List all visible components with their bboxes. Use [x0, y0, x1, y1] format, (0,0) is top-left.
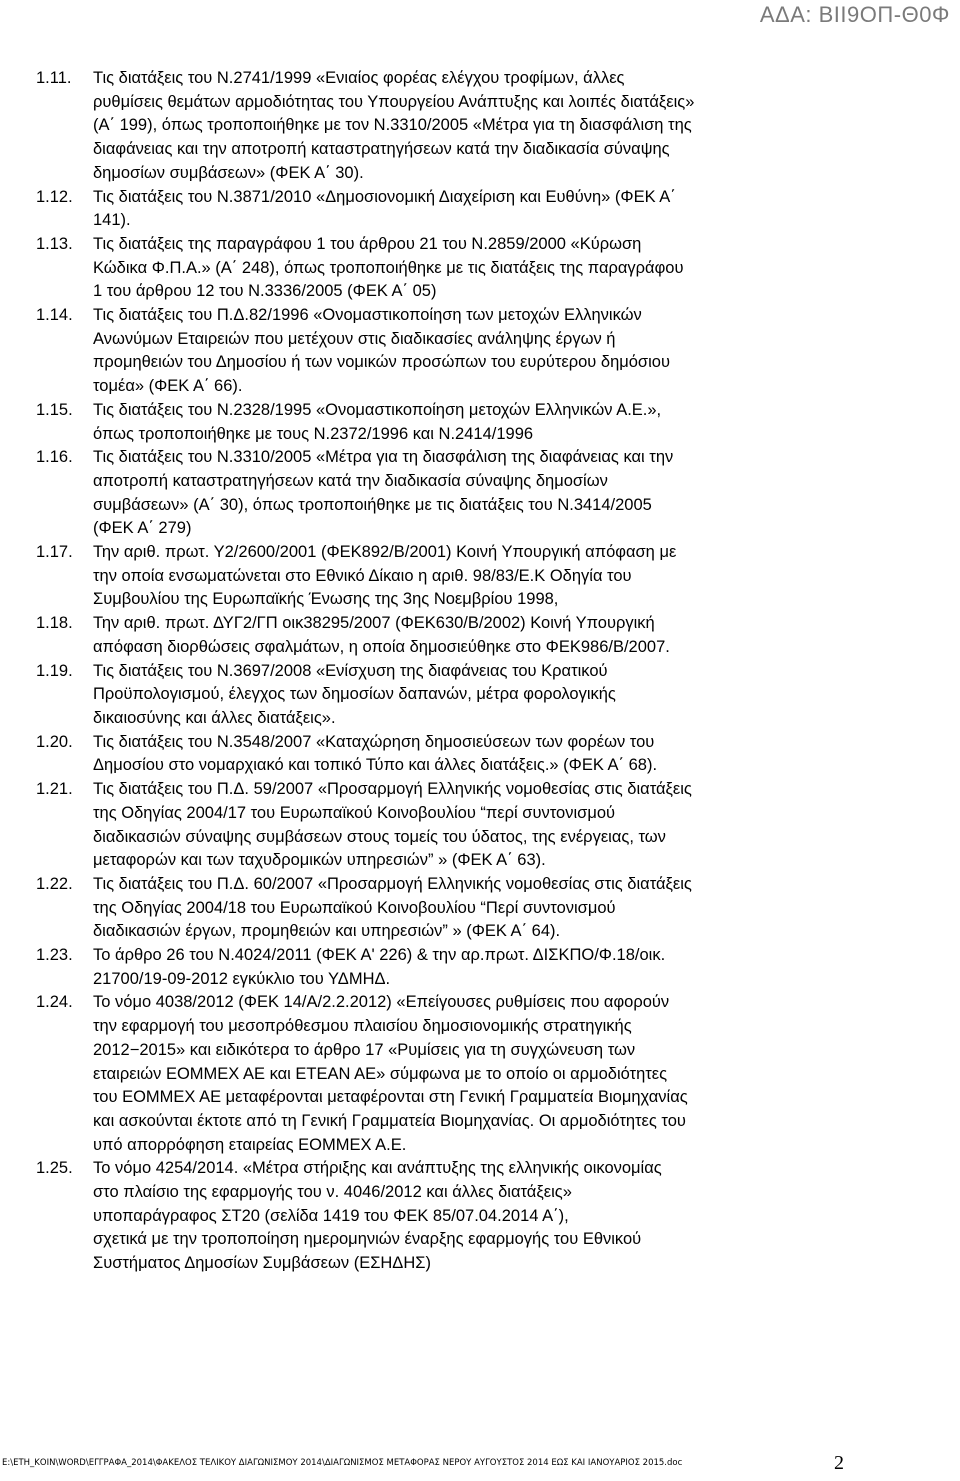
text-line: Τις διατάξεις του Ν.3310/2005 «Μέτρα για τη διασφάλιση της διαφάνειας και την [93, 448, 674, 467]
text-line: της Οδηγίας 2004/17 του Ευρωπαϊκού Κοινοβουλίου “περί συντονισμού [93, 803, 616, 822]
list-item [36, 660, 854, 731]
document-file-path: E:\ΕΤΗ_ΚΟΙΝ\WORD\ΕΓΓΡΑΦΑ_2014\ΦΑΚΕΛΟΣ ΤΕΛΙΚΟΥ ΔΙΑΓΩΝΙΣΜΟΥ 2014\ΔΙΑΓΩΝΙΣΜΟΣ ΜΕΤΑΦΟΡΑΣ ΝΕΡΟΥ ΑΥΓΟΥΣΤΟΣ 2014 ΕΩΣ ΚΑΙ ΙΑΝΟΥΑΡΙΟΣ 2015.doc [2, 1458, 683, 1468]
text-line: Το νόμο 4038/2012 (ΦΕΚ 14/Α/2.2.2012) «Επείγουσες ρυθμίσεις που αφορούν [93, 993, 670, 1012]
item-number: 1.21. [36, 780, 73, 799]
item-number: 1.19. [36, 661, 73, 680]
item-number: 1.17. [36, 543, 73, 562]
list-item [36, 541, 854, 612]
text-line: 21700/19-09-2012 εγκύκλιο του ΥΔΜΗΔ. [93, 969, 391, 988]
text-line: όπως τροποποιήθηκε με τους Ν.2372/1996 και Ν.2414/1996 [93, 424, 534, 443]
text-line: την εφαρμογή του μεσοπρόθεσμου πλαισίου δημοσιονομικής στρατηγικής [93, 1017, 632, 1036]
item-text [93, 446, 854, 541]
text-line: Τις διατάξεις του Π.Δ.82/1996 «Ονομαστικοποίηση των μετοχών Ελληνικών [93, 306, 642, 325]
list-item [36, 873, 854, 944]
text-line: τομέα» (ΦΕΚ Α΄ 66). [93, 377, 243, 396]
text-line: Τις διατάξεις του Ν.3697/2008 «Ενίσχυση της διαφάνειας του Κρατικού [93, 661, 608, 680]
item-number: 1.16. [36, 448, 73, 467]
text-line: στο πλαίσιο της εφαρμογής του ν. 4046/2012 και άλλες διατάξεις» [93, 1183, 572, 1202]
item-text [93, 304, 854, 399]
text-line: υπό απορρόφηση εταιρείας ΕΟΜΜΕΧ Α.Ε. [93, 1135, 407, 1154]
list-item [36, 778, 854, 873]
item-number: 1.24. [36, 993, 73, 1012]
text-line: υποπαράγραφος ΣΤ20 (σελίδα 1419 του ΦΕΚ 85/07.04.2014 Α΄), [93, 1206, 569, 1225]
item-text [93, 186, 854, 233]
text-line: Συμβουλίου της Ευρωπαϊκής Ένωσης της 3ης Νοεμβρίου 1998, [93, 590, 559, 609]
text-line: Το νόμο 4254/2014. «Μέτρα στήριξης και ανάπτυξης της ελληνικής οικονομίας [93, 1159, 662, 1178]
item-text [93, 1157, 854, 1276]
text-line: (Α΄ 199), όπως τροποποιήθηκε με τον Ν.3310/2005 «Μέτρα για τη διασφάλιση της [93, 116, 692, 135]
item-number: 1.20. [36, 732, 73, 751]
text-line: Την αριθ. πρωτ. Υ2/2600/2001 (ΦΕΚ892/Β/2001) Κοινή Υπουργική απόφαση με [93, 543, 677, 562]
item-text [93, 944, 854, 991]
text-line: Τις διατάξεις του Ν.2741/1999 «Ενιαίος φορέας ελέγχου τροφίμων, άλλες [93, 69, 625, 87]
text-line: αποτροπή καταστρατηγήσεων κατά την διαδικασία σύναψης δημοσίων [93, 471, 608, 490]
page-number: 2 [834, 1452, 844, 1474]
text-line: (ΦΕΚ Α΄ 279) [93, 519, 192, 538]
list-item [36, 304, 854, 399]
ada-code: ΑΔΑ: ΒΙΙ9ΟΠ-Θ0Φ [759, 2, 950, 27]
text-line: Συστήματος Δημοσίων Συμβάσεων (ΕΣΗΔΗΣ) [93, 1254, 431, 1273]
list-item [36, 612, 854, 659]
item-number: 1.14. [36, 306, 73, 325]
text-line: του ΕΟΜΜΕΧ ΑΕ μεταφέρονται μεταφέρονται στη Γενική Γραμματεία Βιομηχανίας [93, 1088, 688, 1107]
text-line: ρυθμίσεις θεμάτων αρμοδιότητας του Υπουργείου Ανάπτυξης και λοιπές διατάξεις» [93, 92, 695, 111]
list-item [36, 186, 854, 233]
item-text [93, 233, 854, 304]
list-item [36, 446, 854, 541]
text-line: της Οδηγίας 2004/18 του Ευρωπαϊκού Κοινοβουλίου “Περί συντονισμού [93, 898, 616, 917]
text-line: την οποία ενσωματώνεται στο Εθνικό Δίκαιο η αριθ. 98/83/Ε.Κ Οδηγία του [93, 566, 632, 585]
list-item [36, 399, 854, 446]
text-line: Κώδικα Φ.Π.Α.» (Α΄ 248), όπως τροποποιήθηκε με τις διατάξεις της παραγράφου [93, 258, 684, 277]
text-line: εταιρειών ΕΟΜΜΕΧ ΑΕ και ΕΤΕΑΝ ΑΕ» σύμφωνα με το οποίο οι αρμοδιότητες [93, 1064, 668, 1083]
list-item [36, 991, 854, 1157]
text-line: Δημοσίου στο νομαρχιακό και τοπικό Τύπο και άλλες διατάξεις.» (ΦΕΚ Α΄ 68). [93, 756, 658, 775]
item-number: 1.13. [36, 234, 73, 253]
text-line: 2012−2015» και ειδικότερα το άρθρο 17 «Ρυμίσεις για τη συγχώνευση των [93, 1040, 636, 1059]
text-line: Την αριθ. πρωτ. ΔΥΓ2/ΓΠ οικ38295/2007 (ΦΕΚ630/Β/2002) Κοινή Υπουργική [93, 614, 655, 633]
text-line: Ανωνύμων Εταιρειών που μετέχουν στις διαδικασίες ανάληψης έργων ή [93, 329, 616, 348]
text-line: Το άρθρο 26 του Ν.4024/2011 (ΦΕΚ Α' 226) & την αρ.πρωτ. ΔΙΣΚΠΟ/Φ.18/οικ. [93, 946, 666, 965]
item-text [93, 399, 854, 446]
text-line: Τις διατάξεις του Ν.2328/1995 «Ονομαστικοποίηση μετοχών Ελληνικών Α.Ε.», [93, 400, 662, 419]
text-line: δικαιοσύνης και άλλες διατάξεις». [93, 708, 336, 727]
list-item [36, 1157, 854, 1276]
item-number: 1.22. [36, 874, 73, 893]
item-text [93, 778, 854, 873]
text-line: Τις διατάξεις του Ν.3871/2010 «Δημοσιονομική Διαχείριση και Ευθύνη» (ΦΕΚ Α΄ [93, 187, 676, 206]
text-line: Τις διατάξεις του Ν.3548/2007 «Καταχώρηση δημοσιεύσεων των φορέων του [93, 732, 655, 751]
item-number: 1.25. [36, 1159, 73, 1178]
legal-references-list [36, 67, 854, 1276]
item-number: 1.18. [36, 614, 73, 633]
item-text [93, 873, 854, 944]
item-number: 1.12. [36, 187, 73, 206]
item-text [93, 612, 854, 659]
text-line: σχετικά με την τροποποίηση ημερομηνιών έναρξης εφαρμογής του Εθνικού [93, 1230, 642, 1249]
item-number: 1.15. [36, 400, 73, 419]
text-line: Τις διατάξεις του Π.Δ. 60/2007 «Προσαρμογή Ελληνικής νομοθεσίας στις διατάξεις [93, 874, 692, 893]
text-line: διαδικασιών σύναψης συμβάσεων στους τομείς του ύδατος, της ενέργειας, των [93, 827, 666, 846]
text-line: διαφάνειας και την αποτροπή καταστρατηγήσεων κατά την διαδικασία σύναψης [93, 140, 670, 159]
item-number: 1.23. [36, 946, 73, 965]
item-number: 1.11. [36, 69, 72, 87]
list-item [36, 67, 854, 186]
text-line: Τις διατάξεις του Π.Δ. 59/2007 «Προσαρμογή Ελληνικής νομοθεσίας στις διατάξεις [93, 780, 692, 799]
text-line: 1 του άρθρου 12 του Ν.3336/2005 (ΦΕΚ Α΄ 05) [93, 282, 437, 301]
list-item [36, 233, 854, 304]
item-text [93, 991, 854, 1157]
text-line: 141). [93, 211, 131, 230]
list-item [36, 944, 854, 991]
item-text [93, 660, 854, 731]
text-line: διαδικασιών έργων, προμηθειών και υπηρεσιών” » (ΦΕΚ Α΄ 64). [93, 922, 561, 941]
text-line: συμβάσεων» (Α΄ 30), όπως τροποποιήθηκε με τις διατάξεις του Ν.3414/2005 [93, 495, 652, 514]
text-line: Προϋπολογισμού, έλεγχος των δημοσίων δαπανών, μέτρα φορολογικής [93, 685, 616, 704]
text-line: μεταφορών και των ταχυδρομικών υπηρεσιών” » (ΦΕΚ Α΄ 63). [93, 851, 546, 870]
item-text [93, 731, 854, 778]
text-line: δημοσίων συμβάσεων» (ΦΕΚ Α΄ 30). [93, 163, 364, 182]
text-line: και ασκούνται έκτοτε από τη Γενική Γραμματεία Βιομηχανίας. Οι αρμοδιότητες του [93, 1111, 686, 1130]
list-item [36, 731, 854, 778]
text-line: Τις διατάξεις της παραγράφου 1 του άρθρου 21 του Ν.2859/2000 «Κύρωση [93, 234, 642, 253]
item-text [93, 67, 854, 186]
item-text [93, 541, 854, 612]
text-line: προμηθειών του Δημοσίου ή των νομικών προσώπων του ευρύτερου δημόσιου [93, 353, 670, 372]
text-line: απόφαση διορθώσεις σφαλμάτων, η οποία δημοσιεύθηκε στο ΦΕΚ986/Β/2007. [93, 637, 670, 656]
